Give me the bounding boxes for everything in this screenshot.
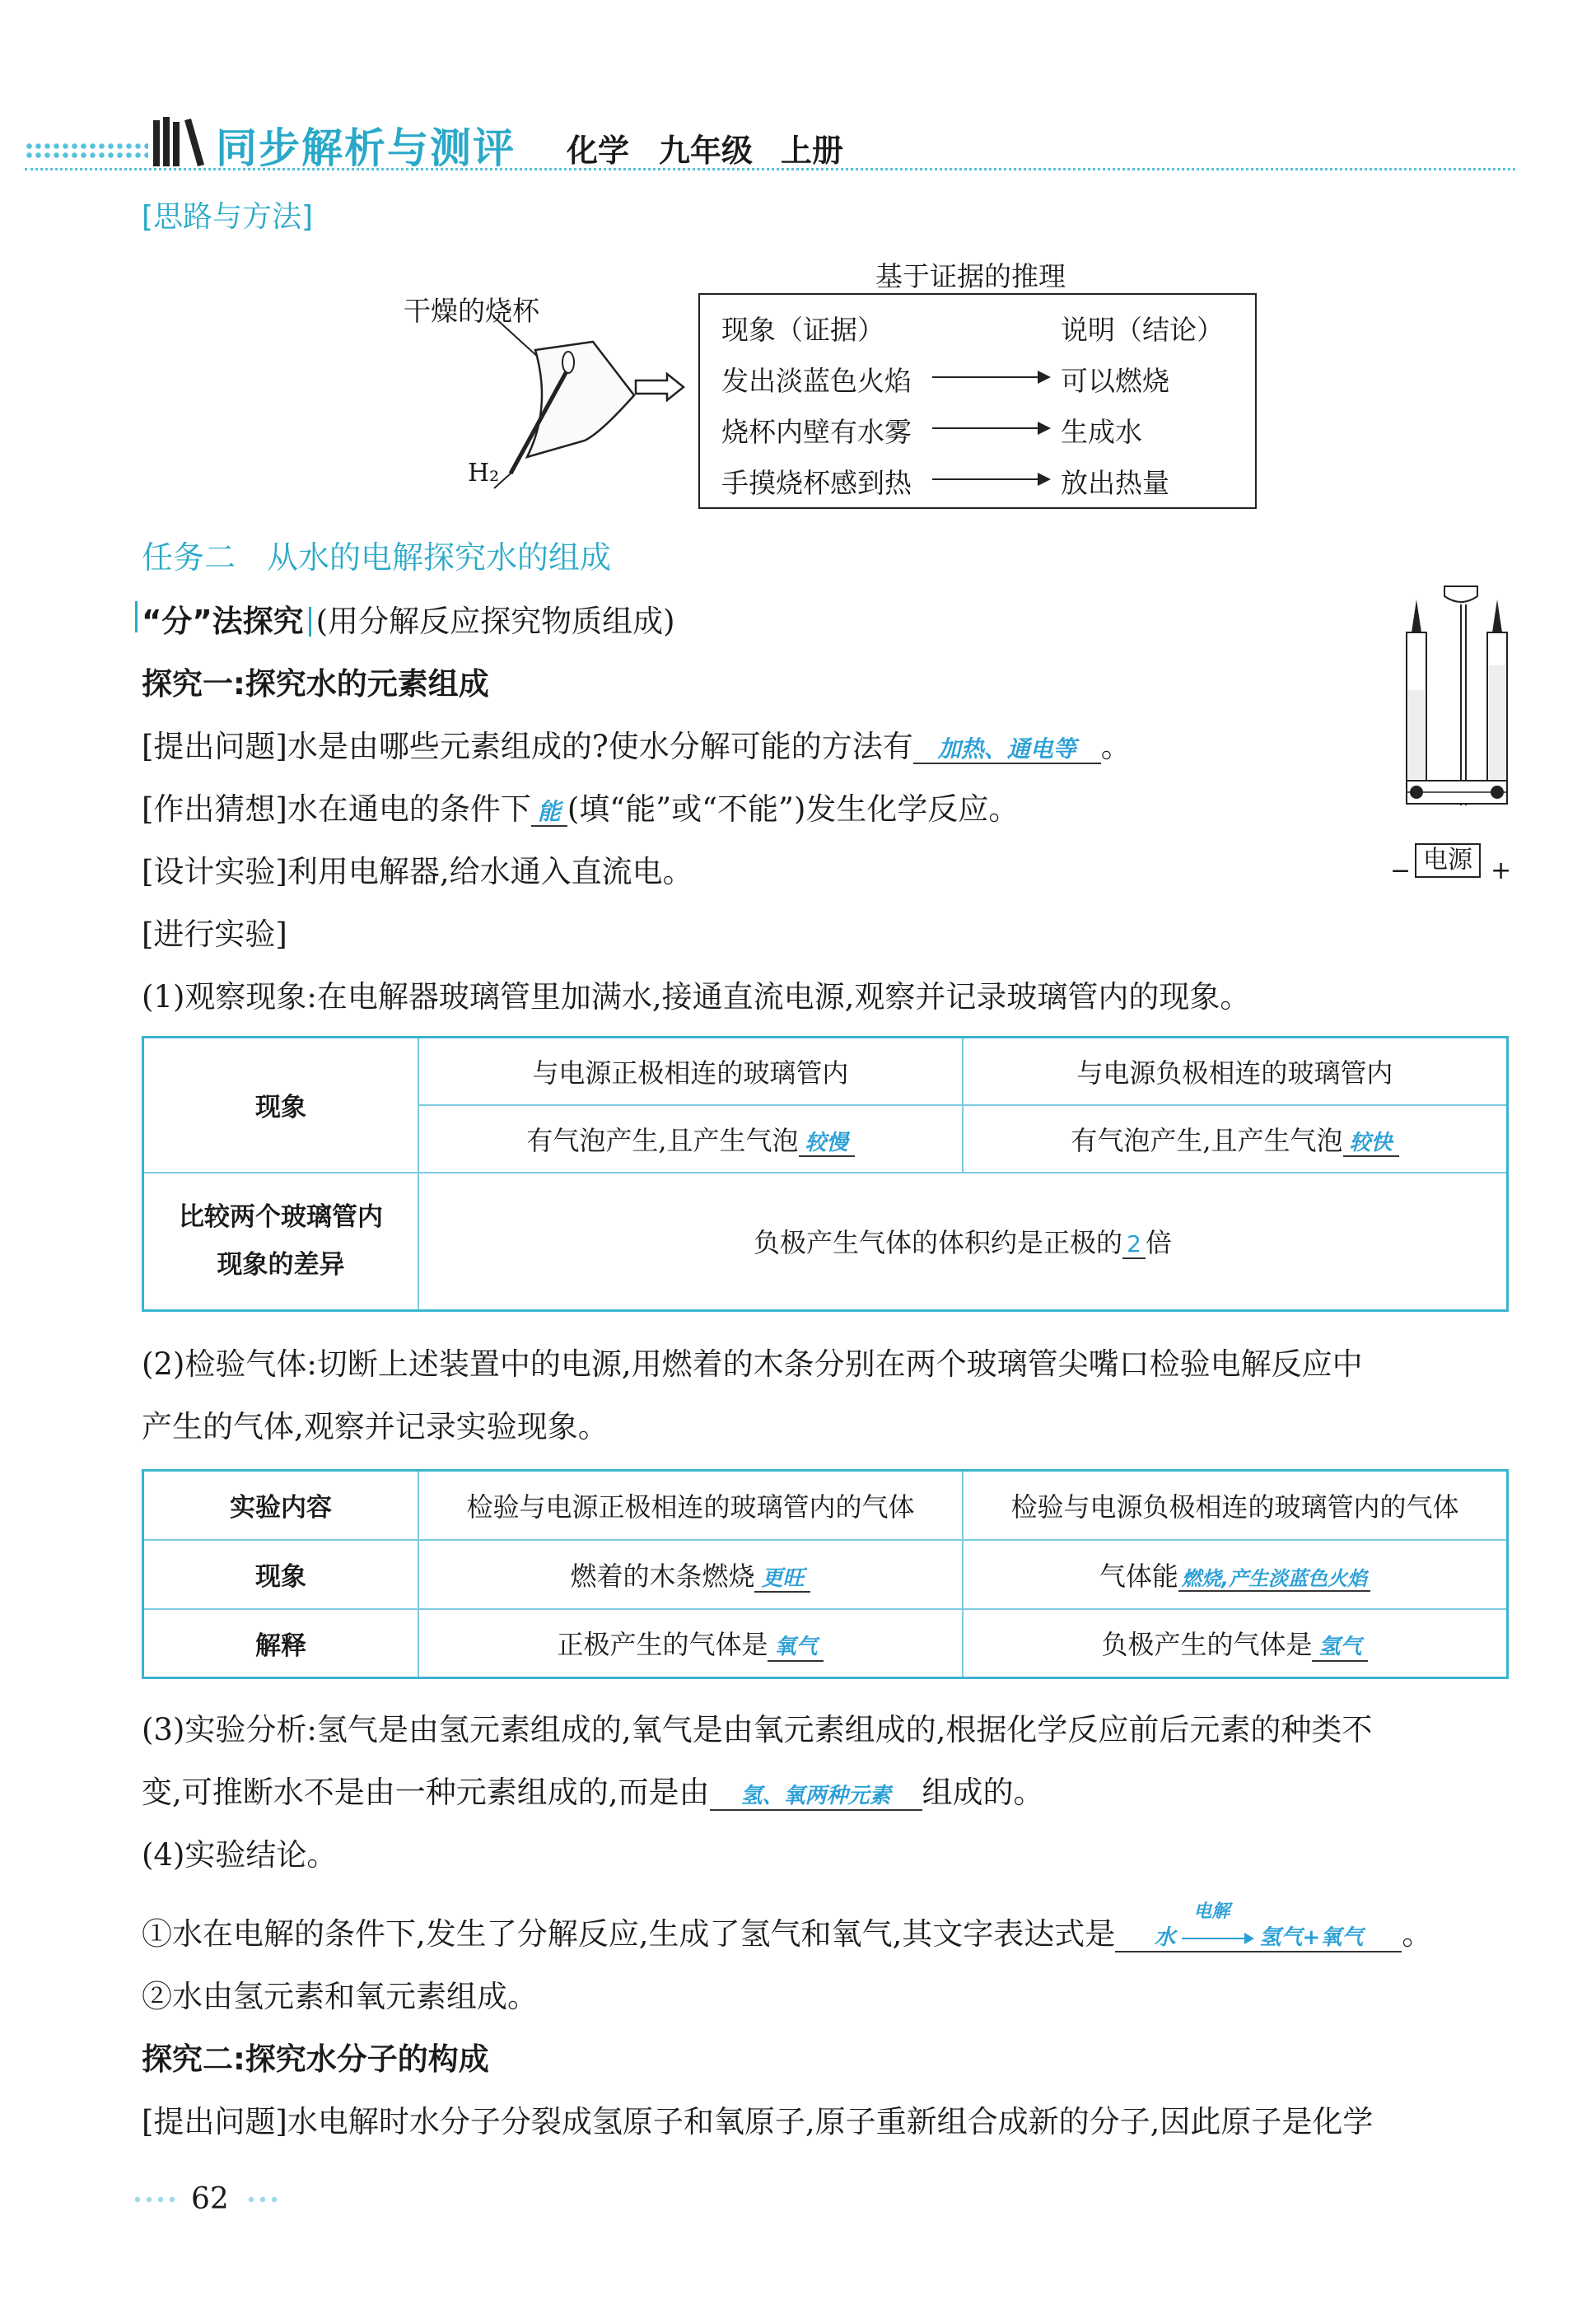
t2-h2: 检验与电源正极相连的玻璃管内的气体 (418, 1471, 963, 1540)
method-line (142, 596, 675, 641)
volume-label: 上册 (781, 133, 844, 169)
footer-dots-right (245, 2194, 278, 2205)
answer-can: 能 (531, 799, 567, 827)
step3-line1: (3)实验分析:氢气是由氢元素组成的,氧气是由氧元素组成的,根据化学反应前后元素的种类不 (142, 1712, 1373, 1747)
conclusion2-line: ②水由氢元素和氧元素组成。 (142, 1979, 538, 2014)
step4-line: (4)实验结论。 (142, 1837, 338, 1873)
arrow-1 (932, 376, 1049, 378)
t2-h1: 实验内容 (143, 1471, 419, 1540)
arrow-3 (932, 478, 1049, 480)
plus-sign: + (1491, 856, 1512, 885)
gas-test-table (142, 1469, 1509, 1679)
observation-table (142, 1036, 1509, 1312)
series-title: 同步解析与测评 (216, 124, 516, 172)
books-icon (150, 115, 208, 168)
implies-arrow-icon (634, 372, 685, 402)
answer-equation: 水 电解 氢气+氧气 (1115, 1921, 1402, 1952)
answer-slower: 较慢 (799, 1131, 855, 1158)
t1-compare-head: 比较两个玻璃管内 现象的差异 (143, 1173, 419, 1311)
t1-pos-cell: 有气泡产生,且产生气泡 较慢 (418, 1105, 963, 1173)
equation-arrow (1182, 1938, 1253, 1939)
page-number: 62 (191, 2182, 229, 2216)
last-line: [提出问题]水电解时水分子分裂成氢原子和氧原子,原子重新组合成新的分子,因此原子是化学 (142, 2104, 1374, 2139)
t2-r2-neg: 负极产生的气体是 氢气 (963, 1609, 1508, 1678)
minus-sign: − (1390, 856, 1412, 885)
answer-faster: 较快 (1343, 1131, 1399, 1158)
header-dots (25, 142, 148, 160)
step3-line2: 变,可推断水不是由一种元素组成的,而是由 氢、氧两种元素 组成的。 (142, 1775, 1044, 1810)
subject-label: 化学 (567, 133, 630, 169)
evidence-2: 烧杯内壁有水雾 (721, 416, 912, 448)
t2-r1-pos: 燃着的木条燃烧 更旺 (418, 1540, 963, 1609)
header-divider (25, 168, 1515, 170)
t2-r2-head: 解释 (143, 1609, 419, 1678)
step1-line: (1)观察现象:在电解器玻璃管里加满水,接通直流电源,观察并记录玻璃管内的现象。 (142, 979, 1251, 1015)
step2-line1: (2)检验气体:切断上述装置中的电源,用燃着的木条分别在两个玻璃管尖嘴口检验电解反应中 (142, 1346, 1363, 1382)
t2-r1-head: 现象 (143, 1540, 419, 1609)
equation-condition: 电解 (1193, 1901, 1230, 1922)
task2-title: 任务二 从水的电解探究水的组成 (142, 539, 612, 576)
power-supply-box: 电源 (1415, 843, 1481, 878)
beaker-label: 干燥的烧杯 (404, 295, 539, 327)
question-line: [提出问题]水是由哪些元素组成的?使水分解可能的方法有 加热、通电等 。 (142, 729, 1132, 764)
t2-r1-neg: 气体能 燃烧,产生淡蓝色火焰 (963, 1540, 1508, 1609)
t2-r2-pos: 正极产生的气体是 氧气 (418, 1609, 963, 1678)
col-evidence: 现象（证据） (721, 314, 884, 346)
answer-burns-blue: 燃烧,产生淡蓝色火焰 (1178, 1568, 1370, 1593)
conclusion-1: 可以燃烧 (1061, 365, 1169, 397)
method-rest: (用分解反应探究物质组成) (315, 604, 675, 639)
grade-label: 九年级 (659, 133, 754, 169)
col-conclusion: 说明（结论） (1061, 314, 1224, 346)
explore2-title: 探究二:探究水分子的构成 (142, 2041, 489, 2077)
electrolyzer-illustration (1392, 583, 1524, 822)
answer-oxygen: 氧气 (768, 1635, 824, 1662)
do-line: [进行实验] (142, 917, 287, 952)
t1-row-head: 现象 (143, 1038, 419, 1173)
footer-dots (132, 2194, 181, 2205)
step2-line2: 产生的气体,观察并记录实验现象。 (142, 1409, 609, 1444)
evidence-3: 手摸烧杯感到热 (721, 467, 912, 499)
method-label: [思路与方法] (142, 200, 314, 234)
answer-two-elements: 氢、氧两种元素 (710, 1784, 922, 1811)
design-line: [设计实验]利用电解器,给水通入直流电。 (142, 854, 693, 889)
t1-col-neg: 与电源负极相连的玻璃管内 (963, 1038, 1508, 1105)
answer-more-vigorous: 更旺 (754, 1567, 810, 1593)
method-bar (309, 607, 311, 637)
conclusion-2: 生成水 (1061, 416, 1142, 448)
guess-line: [作出猜想]水在通电的条件下 能 (填“能”或“不能”)发生化学反应。 (142, 791, 1020, 827)
arrow-2 (932, 427, 1049, 429)
method-bold: “分”法探究 (142, 604, 304, 639)
answer-methods: 加热、通电等 (913, 736, 1101, 764)
explore1-title: 探究一:探究水的元素组成 (142, 666, 489, 702)
answer-hydrogen: 氢气 (1312, 1635, 1368, 1662)
answer-ratio: 2 (1122, 1231, 1146, 1259)
evidence-1: 发出淡蓝色火焰 (721, 365, 912, 397)
t1-neg-cell: 有气泡产生,且产生气泡 较快 (963, 1105, 1508, 1173)
t1-col-pos: 与电源正极相连的玻璃管内 (418, 1038, 963, 1105)
t2-h3: 检验与电源负极相连的玻璃管内的气体 (963, 1471, 1508, 1540)
reasoning-title: 基于证据的推理 (875, 260, 1066, 292)
conclusion1-line: ①水在电解的条件下,发生了分解反应,生成了氢气和氧气,其文字表达式是 水 电解 氢气+氧气 。 (142, 1901, 1433, 1952)
t1-compare-cell: 负极产生气体的体积约是正极的 2 倍 (418, 1173, 1508, 1311)
conclusion-3: 放出热量 (1061, 467, 1169, 499)
hydrogen-label: H₂ (468, 459, 500, 488)
